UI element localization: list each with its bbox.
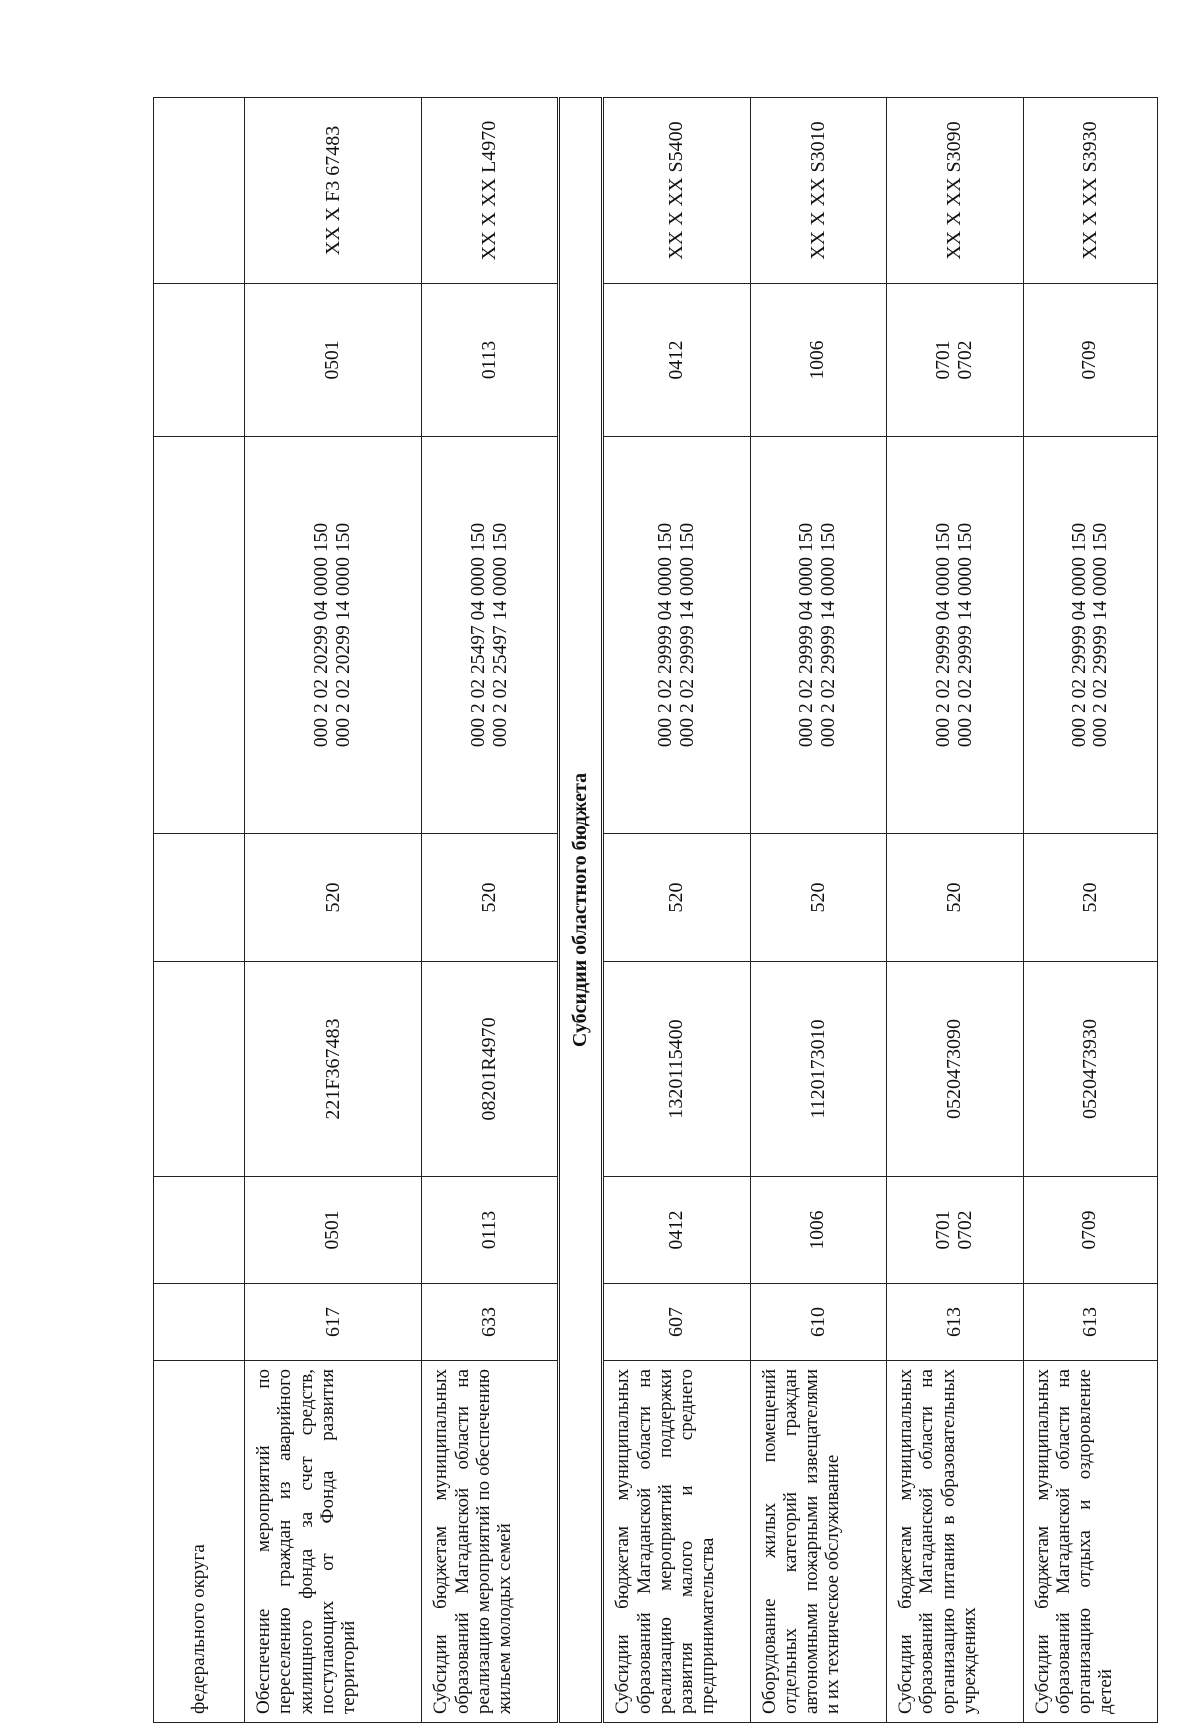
cell-empty bbox=[154, 98, 245, 284]
cell-expense-type: 520 bbox=[887, 834, 1024, 962]
cell-section-line: 0709 bbox=[1079, 1210, 1101, 1250]
cell-section-2-line: 0501 bbox=[322, 340, 344, 380]
cell-section-2 bbox=[245, 284, 422, 437]
cell-section-2-line: 1006 bbox=[807, 340, 829, 380]
cell-expense-type: 520 bbox=[1023, 834, 1157, 962]
cell-ministry-code: 613 bbox=[1023, 1284, 1157, 1361]
cell-section-2-line: 0412 bbox=[666, 340, 688, 380]
cell-section bbox=[887, 1177, 1024, 1284]
cell-empty bbox=[154, 284, 245, 437]
cell-section-line: 0702 bbox=[954, 1210, 976, 1250]
table-row bbox=[750, 98, 887, 1723]
cell-income-codes-line: 000 2 02 29999 14 0000 150 bbox=[676, 522, 698, 748]
cell-expense-type: 520 bbox=[750, 834, 887, 962]
cell-ministry-code: 607 bbox=[603, 1284, 750, 1361]
table-row-header-continuation bbox=[154, 98, 245, 1723]
cell-purpose-code: XX X XX S5400 bbox=[603, 98, 750, 284]
cell-target-article: 08201R4970 bbox=[422, 962, 559, 1177]
cell-target-article: 1320115400 bbox=[603, 962, 750, 1177]
cell-income-codes-line: 000 2 02 25497 04 0000 150 bbox=[467, 522, 489, 748]
cell-ministry-code: 633 bbox=[422, 1284, 559, 1361]
cell-section-line: 0113 bbox=[478, 1210, 500, 1250]
table-row-section-title bbox=[559, 98, 603, 1723]
cell-section-2-line: 0709 bbox=[1079, 340, 1101, 380]
cell-section bbox=[1023, 1177, 1157, 1284]
cell-name: Субсидии бюджетам муниципальных образований Магаданской области на реализацию мероприятий поддержки развития малого и среднего предпринимательства bbox=[603, 1361, 750, 1723]
cell-target-article: 0520473090 bbox=[887, 962, 1024, 1177]
cell-target-article: 0520473930 bbox=[1023, 962, 1157, 1177]
cell-section-2 bbox=[603, 284, 750, 437]
cell-section bbox=[750, 1177, 887, 1284]
cell-income-codes-line: 000 2 02 20299 04 0000 150 bbox=[311, 522, 333, 748]
cell-section-2 bbox=[1023, 284, 1157, 437]
cell-section bbox=[603, 1177, 750, 1284]
cell-ministry-code: 610 bbox=[750, 1284, 887, 1361]
cell-income-codes-line: 000 2 02 29999 04 0000 150 bbox=[796, 522, 818, 748]
cell-section-2-line: 0113 bbox=[478, 340, 500, 380]
table-row bbox=[1023, 98, 1157, 1723]
cell-income-codes-line: 000 2 02 29999 14 0000 150 bbox=[818, 522, 840, 748]
cell-section-2-line: 0701 bbox=[933, 340, 955, 380]
table-row bbox=[603, 98, 750, 1723]
cell-income-codes bbox=[1023, 437, 1157, 834]
section-title: Субсидии областного бюджета bbox=[559, 98, 603, 1723]
cell-section-line: 0501 bbox=[322, 1210, 344, 1250]
cell-income-codes bbox=[750, 437, 887, 834]
cell-income-codes-line: 000 2 02 29999 04 0000 150 bbox=[933, 522, 955, 748]
cell-name: Субсидии бюджетам муниципальных образований Магаданской области на организацию отдыха и оздоровление детей bbox=[1023, 1361, 1157, 1723]
cell-purpose-code: XX X XX S3930 bbox=[1023, 98, 1157, 284]
cell-section-line: 1006 bbox=[807, 1210, 829, 1250]
cell-empty bbox=[154, 1177, 245, 1284]
cell-name: Субсидии бюджетам муниципальных образований Магаданской области на реализацию мероприятий по обеспечению жильем молодых семей bbox=[422, 1361, 559, 1723]
cell-name: Обеспечение мероприятий по переселению граждан из аварийного жилищного фонда за счет средств, поступающих от Фонда развития территорий bbox=[245, 1361, 422, 1723]
cell-name: Оборудование жилых помещений отдельных категорий граждан автономными пожарными извещателями и их техническое обслуживание bbox=[750, 1361, 887, 1723]
cell-empty bbox=[154, 437, 245, 834]
cell-income-codes-line: 000 2 02 29999 04 0000 150 bbox=[1068, 522, 1090, 748]
cell-expense-type: 520 bbox=[245, 834, 422, 962]
table-row bbox=[422, 98, 559, 1723]
cell-income-codes bbox=[887, 437, 1024, 834]
cell-ministry-code: 613 bbox=[887, 1284, 1024, 1361]
cell-income-codes bbox=[245, 437, 422, 834]
cell-income-codes-line: 000 2 02 25497 14 0000 150 bbox=[489, 522, 511, 748]
cell-target-article: 1120173010 bbox=[750, 962, 887, 1177]
table-row bbox=[245, 98, 422, 1723]
table-body bbox=[154, 98, 1158, 1723]
cell-section bbox=[245, 1177, 422, 1284]
cell-empty bbox=[154, 834, 245, 962]
budget-codes-table bbox=[153, 97, 1158, 1723]
cell-purpose-code: XX X F3 67483 bbox=[245, 98, 422, 284]
cell-name: федерального округа bbox=[154, 1361, 245, 1723]
cell-ministry-code: 617 bbox=[245, 1284, 422, 1361]
rotated-document-page bbox=[153, 98, 1158, 1723]
cell-income-codes-line: 000 2 02 20299 14 0000 150 bbox=[333, 522, 355, 748]
cell-income-codes-line: 000 2 02 29999 04 0000 150 bbox=[655, 522, 677, 748]
cell-expense-type: 520 bbox=[422, 834, 559, 962]
cell-name: Субсидии бюджетам муниципальных образований Магаданской области на организацию питания в образовательных учреждениях bbox=[887, 1361, 1024, 1723]
cell-section-2 bbox=[887, 284, 1024, 437]
cell-target-article: 221F367483 bbox=[245, 962, 422, 1177]
table-row bbox=[887, 98, 1024, 1723]
cell-empty bbox=[154, 1284, 245, 1361]
cell-section-2 bbox=[422, 284, 559, 437]
cell-section bbox=[422, 1177, 559, 1284]
cell-section-line: 0412 bbox=[666, 1210, 688, 1250]
cell-empty bbox=[154, 962, 245, 1177]
cell-purpose-code: XX X XX S3090 bbox=[887, 98, 1024, 284]
cell-income-codes-line: 000 2 02 29999 14 0000 150 bbox=[1090, 522, 1112, 748]
cell-purpose-code: XX X XX L4970 bbox=[422, 98, 559, 284]
cell-expense-type: 520 bbox=[603, 834, 750, 962]
cell-section-2-line: 0702 bbox=[954, 340, 976, 380]
cell-income-codes-line: 000 2 02 29999 14 0000 150 bbox=[954, 522, 976, 748]
cell-income-codes bbox=[603, 437, 750, 834]
cell-purpose-code: XX X XX S3010 bbox=[750, 98, 887, 284]
cell-income-codes bbox=[422, 437, 559, 834]
cell-section-line: 0701 bbox=[933, 1210, 955, 1250]
cell-section-2 bbox=[750, 284, 887, 437]
